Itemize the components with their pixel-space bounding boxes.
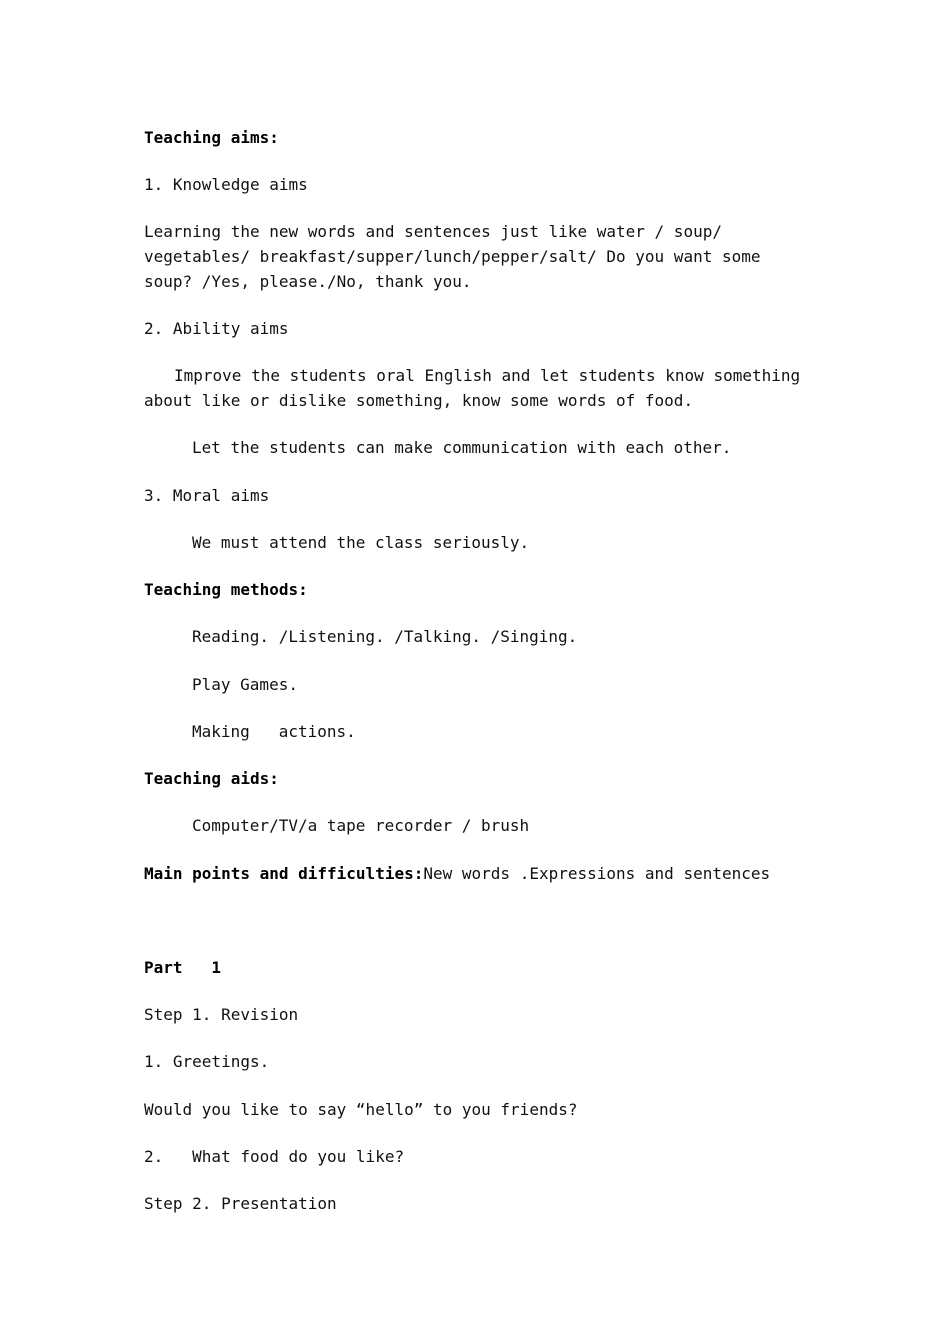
method-item-3: Making actions. <box>192 722 356 741</box>
teaching-methods-heading: Teaching methods: <box>144 580 308 599</box>
ability-aims-title: 2. Ability aims <box>144 319 289 338</box>
greetings-title: 1. Greetings. <box>144 1052 270 1071</box>
step2-title: Step 2. Presentation <box>144 1194 337 1213</box>
greetings-question: Would you like to say “hello” to you friends? <box>144 1100 578 1119</box>
method-item-2: Play Games. <box>192 675 298 694</box>
step1-title: Step 1. Revision <box>144 1005 299 1024</box>
ability-aims-text-1: Improve the students oral English and let students know something about like or dislike something, know some words of food. <box>144 366 810 410</box>
part-heading: Part 1 <box>144 958 222 977</box>
main-points-line <box>144 861 770 886</box>
food-question: 2. What food do you like? <box>144 1147 405 1166</box>
main-points-text: New words .Expressions and sentences <box>423 864 771 883</box>
moral-aims-text: We must attend the class seriously. <box>192 533 530 552</box>
method-item-1: Reading. /Listening. /Talking. /Singing. <box>192 627 578 646</box>
knowledge-aims-title: 1. Knowledge aims <box>144 175 308 194</box>
teaching-aids-heading: Teaching aids: <box>144 769 279 788</box>
knowledge-aims-text: Learning the new words and sentences just like water / soup/ vegetables/ breakfast/supper/lunch/pepper/salt/ Do you want some soup? /Yes, please./No, thank you. <box>144 222 771 291</box>
main-points-heading: Main points and difficulties: <box>144 864 424 883</box>
teaching-aids-text: Computer/TV/a tape recorder / brush <box>192 816 530 835</box>
ability-aims-text-2: Let the students can make communication with each other. <box>192 438 732 457</box>
moral-aims-title: 3. Moral aims <box>144 486 270 505</box>
teaching-aims-heading: Teaching aims: <box>144 128 279 147</box>
